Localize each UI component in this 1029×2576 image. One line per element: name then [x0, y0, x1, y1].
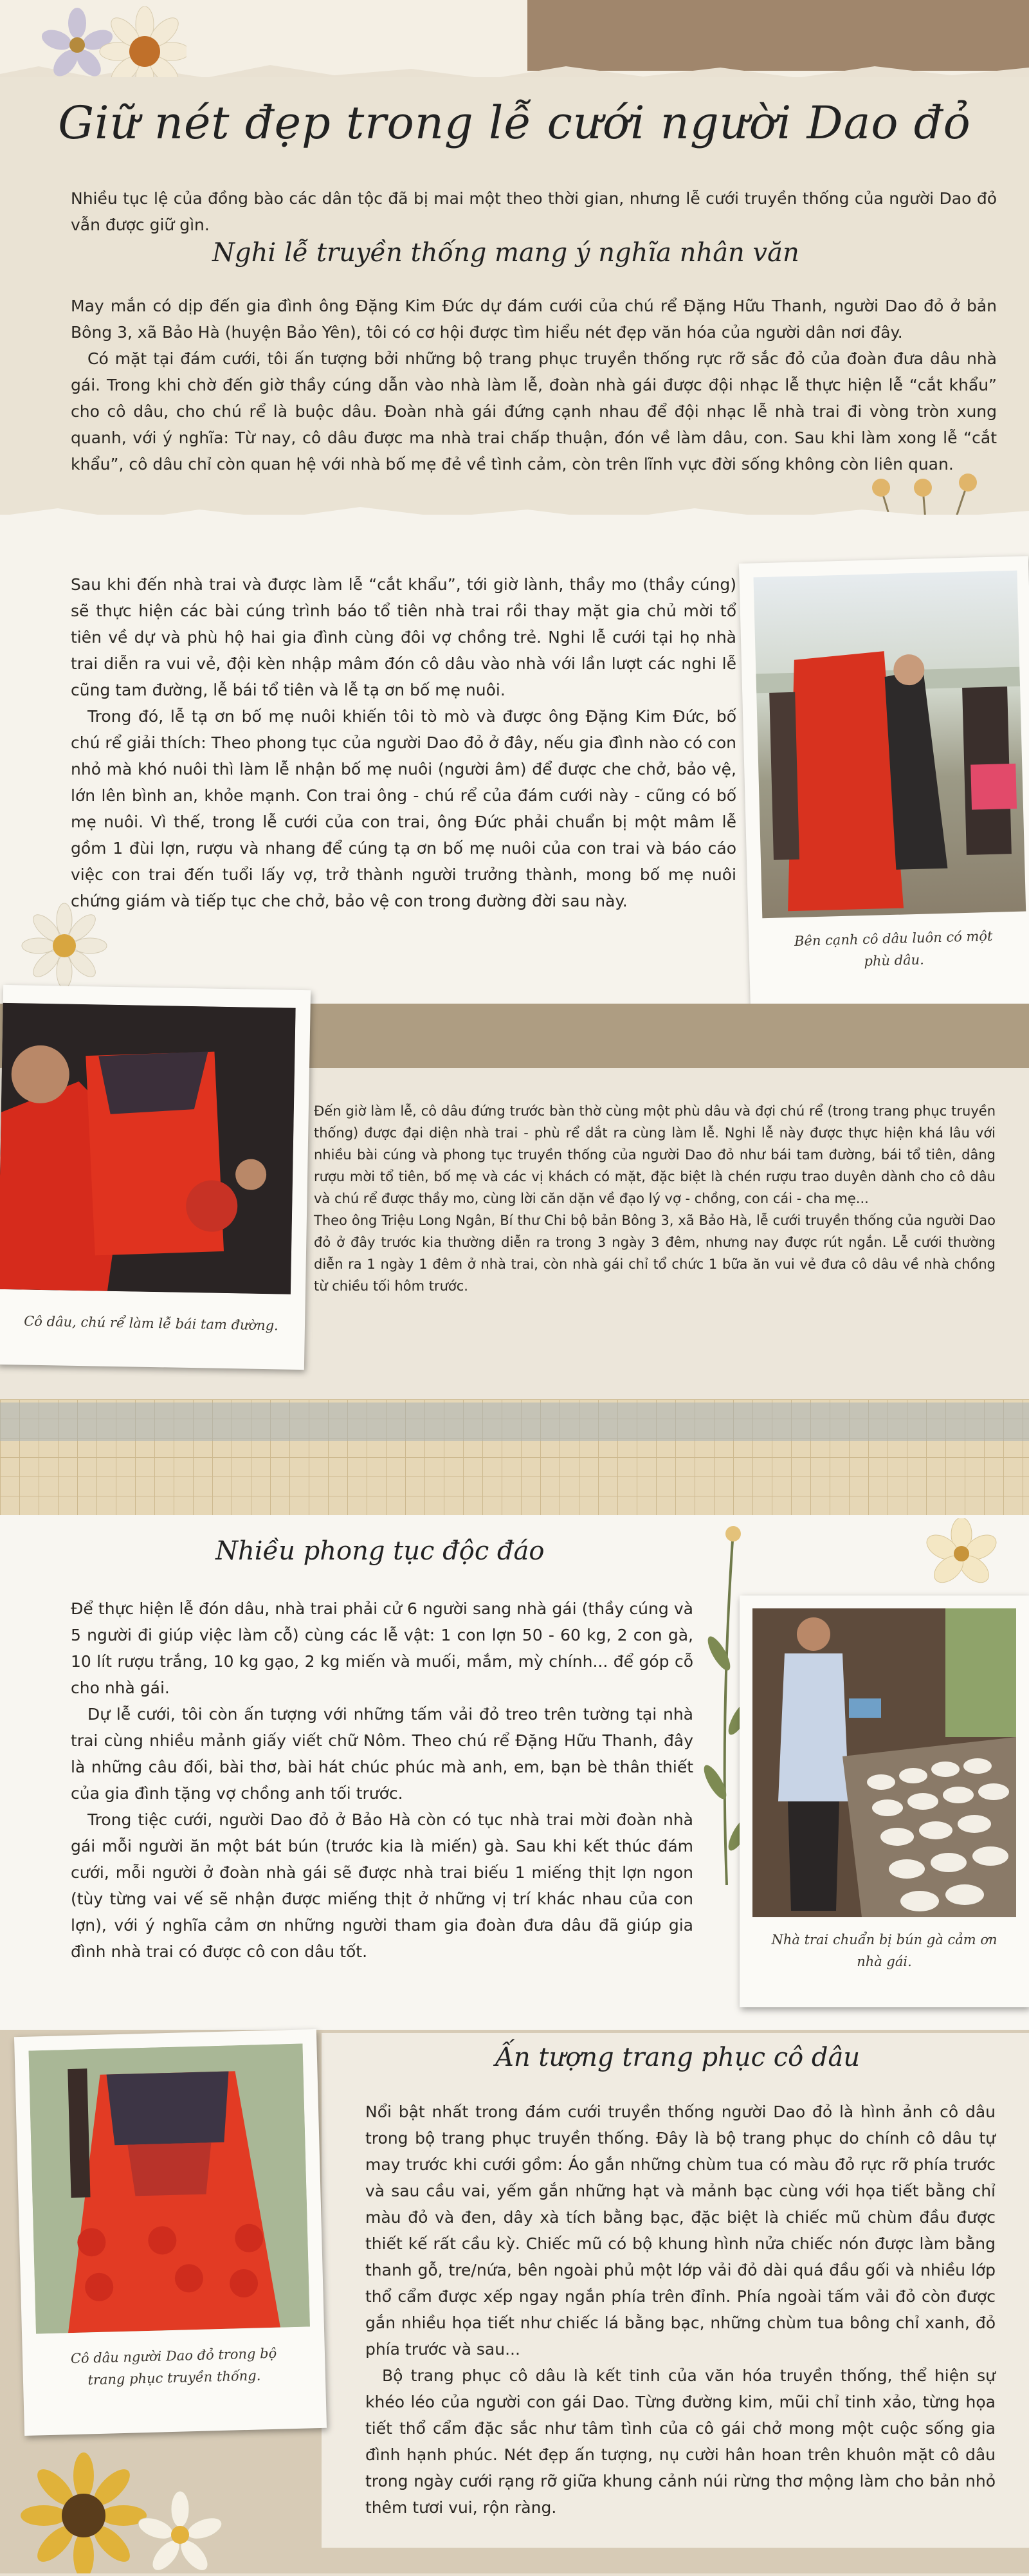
section5-heading: Ấn tượng trang phục cô dâu [495, 2043, 861, 2072]
kraft-strip-top [527, 0, 1029, 71]
photo-card-groom-ritual [0, 985, 311, 1370]
section4-paragraph-1: Để thực hiện lễ đón dâu, nhà trai phải cử 6 người sang nhà gái (thầy cúng và 5 người đi giúp việc làm cỗ) cùng các lễ vật: 1 con lợn 50 - 60 kg, 2 con gà, 10 lít rượu trắng, 10 kg gạo, 2 kg miến và muối, mắm, mỳ chính... để góp cỗ cho nhà gái. [71, 1599, 693, 1697]
flower-icon [913, 1518, 1010, 1592]
intro-text: Nhiều tục lệ của đồng bào các dân tộc đã bị mai một theo thời gian, nhưng lễ cưới truyền thống của người Dao đỏ vẫn được giữ gìn. [71, 189, 997, 234]
section2-paragraph-2: Trong đó, lễ tạ ơn bố mẹ nuôi khiến tôi tò mò và được ông Đặng Kim Đức, bố chú rể giải thích: Theo phong tục của người Dao đỏ ở đây, nếu gia đình nào có con nhỏ mà khó nuôi thì làm lễ nhận bố mẹ nuôi (người âm) để được che chở, bảo vệ, lớn lên bình an, khỏe mạnh. Con trai ông - chú rể của đám cưới này - cũng có bố mẹ nuôi. Vì thế, trong lễ cưới của con trai, ông Đức phải chuẩn bị một mâm lễ gồm 1 đùi lợn, rượu và nhang để cúng tạ ơn bố mẹ nuôi của con trai và báo cáo việc con trai đến tuổi lấy vợ, trở thành người trưởng thành, mong bố mẹ nuôi chứng giám và tiếp tục che chở, bảo vệ con trong đường đời sau này. [71, 707, 736, 910]
section1-paragraph-2: Có mặt tại đám cưới, tôi ấn tượng bởi những bộ trang phục truyền thống rực rỡ sắc đỏ của đoàn đưa dâu nhà gái. Trong khi chờ đến giờ thầy cúng dẫn vào nhà làm lễ, đoàn nhà gái được đội nhạc lễ thực hiện lễ “cắt khẩu” cho cô dâu, cho chú rể là buộc dâu. Đoàn nhà gái đứng cạnh nhau để đội nhạc lễ nhà trai đi vòng tròn xung quanh, với ý nghĩa: Từ nay, cô dâu được ma nhà trai chấp thuận, đón về làm dâu, con. Sau khi làm xong lễ “cắt khẩu”, cô dâu chỉ còn quan hệ với nhà bố mẹ đẻ về tình cảm, còn trên lĩnh vực đời sống không còn liên quan. [71, 349, 997, 474]
section2-paragraph-1: Sau khi đến nhà trai và được làm lễ “cắt khẩu”, tới giờ lành, thầy mo (thầy cúng) sẽ thực hiện các bài cúng trình báo tổ tiên nhà trai rồi thay mặt gia chủ mời tổ tiên về dự và phù hộ hai gia đình cùng đôi vợ chồng trẻ. Nghi lễ cưới tại họ nhà trai diễn ra vui vẻ, đội kèn nhập mâm đón cô dâu vào nhà với lần lượt các nghi lễ cũng tam đường, lễ bái tổ tiên và lễ tạ ơn bố mẹ nuôi. [71, 575, 736, 699]
section3-paragraph-2: Theo ông Triệu Long Ngân, Bí thư Chi bộ bản Bông 3, xã Bảo Hà, lễ cưới truyền thống của người Dao đỏ ở đây trước kia thường diễn ra trong 3 ngày 3 đêm, nhưng nay được rút ngắn. Lễ cưới thường diễn ra 1 ngày 1 đêm ở nhà trai, còn nhà gái chỉ tổ chức 1 bữa ăn vui vẻ đưa cô dâu về nhà chồng từ chiều tối hôm trước. [314, 1213, 996, 1294]
section4-paragraph-3: Trong tiệc cưới, người Dao đỏ ở Bảo Hà còn có tục nhà trai mời đoàn nhà gái mỗi người ăn một bát bún (trước kia là miến) gà. Sau khi kết thúc đám cưới, mỗi người ở đoàn nhà gái sẽ được nhà trai biếu 1 miếng thịt lợn ngon (tùy từng vai vế sẽ nhận được miếng thịt ở những vị trí khác nhau của con lợn), với ý nghĩa cảm ơn những người tham gia đoàn đưa dâu đã giúp gia đình nhà trai có được cô con dâu tốt. [71, 1810, 693, 1961]
section5-body [365, 2099, 996, 2521]
photo-caption: Cô dâu người Dao đỏ trong bộ trang phục truyền thống. [70, 2345, 277, 2388]
wedding-photo [29, 2044, 310, 2334]
photo-caption: Nhà trai chuẩn bị bún gà cảm ơn nhà gái. [771, 1932, 997, 1969]
section5-paragraph-2: Bộ trang phục cô dâu là kết tinh của văn hóa truyền thống, thể hiện sự khéo léo của người con gái Dao. Từng đường kim, mũi chỉ tinh xảo, từng họa tiết thổ cẩm đặc sắc như tâm tình của cô gái chở mong một cuộc sống gia đình hạnh phúc. Nét đẹp ấn tượng, nụ cười hân hoan trên khuôn mặt cô dâu trong ngày cưới rạng rỡ giữa khung cảnh núi rừng thơ mộng làm cho bản nhỏ thêm tươi vui, rộn ràng. [365, 2366, 996, 2517]
wedding-photo [0, 1003, 296, 1294]
photo-caption: Bên cạnh cô dâu luôn có một phù dâu. [794, 928, 993, 970]
torn-edge [0, 502, 1029, 528]
section4-heading: Nhiều phong tục độc đáo [215, 1536, 545, 1566]
photo-card-bride-costume [14, 2029, 327, 2436]
wedding-photo [752, 1608, 1016, 1917]
section1-paragraph-1: May mắn có dịp đến gia đình ông Đặng Kim Đức dự đám cưới của chú rể Đặng Hữu Thanh, người Dao đỏ ở bản Bông 3, xã Bảo Hà (huyện Bảo Yên), tôi có cơ hội được tìm hiểu nét đẹp văn hóa của người dân nơi đây. [71, 297, 997, 342]
page-title: Giữ nét đẹp trong lễ cưới người Dao đỏ [58, 97, 971, 149]
section5-paragraph-1: Nổi bật nhất trong đám cưới truyền thống người Dao đỏ là hình ảnh cô dâu trong bộ trang phục truyền thống. Đây là bộ trang phục do chính cô dâu tự may trước khi cưới gồm: Áo gắn những chùm tua có màu đỏ rực rỡ phía trước và sau cầu vai, yếm gắn những hạt và mảnh bạc cùng với họa tiết bằng chỉ màu đỏ và đen, dây xà tích bằng bạc, đặc biệt là chiếc mũ chùm đầu được thiết kế rất cầu kỳ. Chiếc mũ có bộ khung hình nửa chiếc nón được làm bằng thanh gỗ, tre/nứa, bên ngoài phủ một lớp vải đỏ dài quá đầu gối và nhiều lớp thổ cẩm được xếp ngay ngắn phía trên đỉnh. Phía ngoài tấm vải đỏ còn được gắn nhiều họa tiết như chiếc lá bằng bạc, những chùm tua bông chỉ xanh, đỏ phía trước và sau... [365, 2102, 996, 2359]
section3-body [314, 1100, 996, 1297]
section2-body [71, 571, 736, 914]
photo-card-bride-bridesmaid [739, 556, 1029, 1014]
sunflower-icon [13, 2445, 232, 2576]
daisy-icon [13, 901, 129, 993]
wedding-photo [753, 571, 1026, 919]
section3-paragraph-1: Đến giờ làm lễ, cô dâu đứng trước bàn thờ cùng một phù dâu và đợi chú rể (trong trang phục truyền thống) được đại diện nhà trai - phù rể dắt ra cùng làm lễ. Nghi lễ này được thực hiện khá lâu với nhiều bài cúng và phong tục truyền thống của người Dao đỏ như bái tam đường, bái tổ tiên, dâng rượu mời tổ tiên, bố mẹ và các vị khách có mặt, đặc biệt là chén rượu trao duyên dành cho cô dâu và chú rể được thầy mo, cùng lời căn dặn về đạo lý vợ - chồng, con cái - cha mẹ... [314, 1103, 996, 1206]
section1-heading: Nghi lễ truyền thống mang ý nghĩa nhân văn [212, 238, 799, 268]
tape-strip [0, 1403, 1029, 1441]
section1-body [71, 293, 997, 477]
section4-body [71, 1596, 693, 1965]
section4-paragraph-2: Dự lễ cưới, tôi còn ấn tượng với những tấm vải đỏ treo trên tường tại nhà trai cùng nhiều mảnh giấy viết chữ Nôm. Theo chú rể Đặng Hữu Thanh, đây là những câu đối, bài thơ, bài hát chúc phúc mà anh, em, bạn bè thân thiết của gia đình tặng vợ chồng anh tối trước. [71, 1705, 693, 1803]
photo-caption: Cô dâu, chú rể làm lễ bái tam đường. [24, 1313, 279, 1334]
photo-card-food-preparation [740, 1596, 1029, 2007]
